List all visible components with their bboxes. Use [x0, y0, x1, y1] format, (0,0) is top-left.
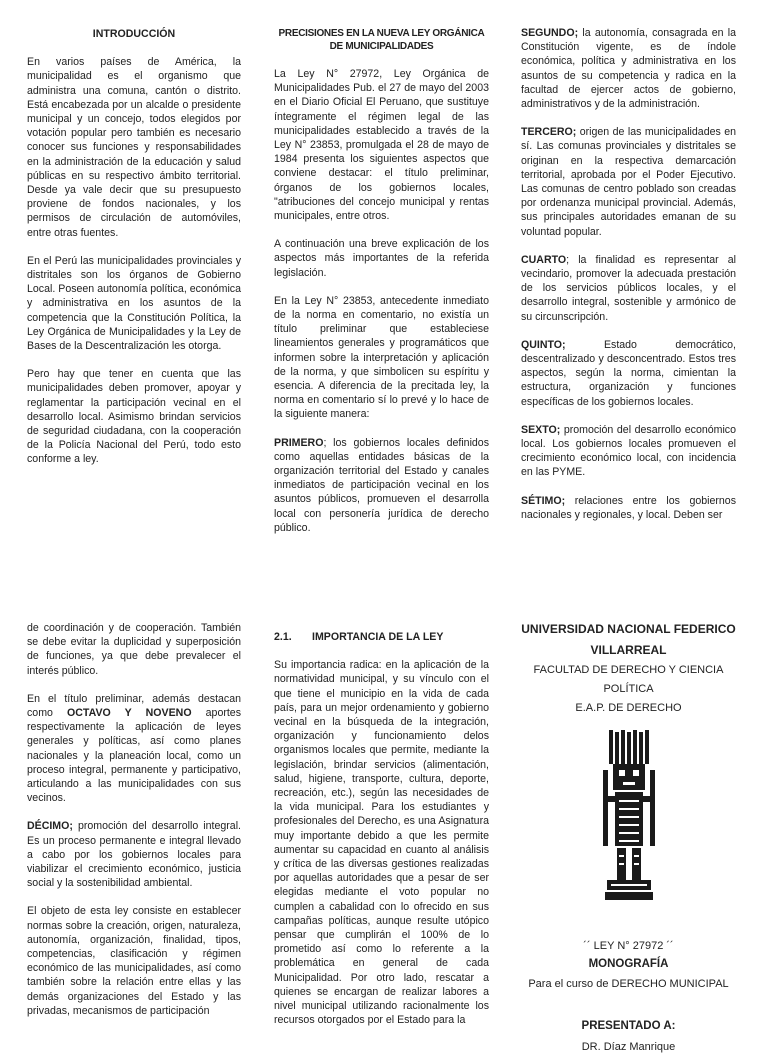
- importance-column: [274, 630, 489, 1027]
- cover-panel: [521, 619, 736, 1053]
- segundo-label: SEGUNDO;: [521, 27, 579, 39]
- sexto-text: promoción del desarrollo económico local. Los gobiernos locales promueven el crecimiento económico local, con incidencia en las PYME.: [521, 423, 736, 479]
- octavo-noveno-paragraph: [27, 692, 241, 806]
- principles-column: [521, 26, 736, 548]
- objeto-paragraph: El objeto de esta ley consiste en establecer normas sobre la creación, origen, naturaleza, autonomía, organización, finalidad, tipos, competencias, clasificación y régimen económico de las municipalidades, así como también sobre la relación entre ellas y las demás organizaciones del Estado y las privadas, mecanismos de participación: [27, 905, 241, 1017]
- tercero-paragraph: [521, 125, 736, 239]
- introduction-heading: INTRODUCCIÓN: [92, 28, 176, 40]
- section-heading: [274, 630, 489, 644]
- presented-to-label: PRESENTADO A:: [581, 1020, 676, 1032]
- continuation-column: [27, 621, 241, 1024]
- decimo-paragraph: [27, 819, 241, 890]
- faculty-name: FACULTAD DE DERECHO Y CIENCIA POLÍTICA: [533, 664, 724, 695]
- quinto-text: Estado democrático, descentralizado y desconcentrado. Estos tres aspectos, según la norma, cimientan la estructura, organización y funciones específicas de los gobiernos locales.: [521, 338, 736, 408]
- course-name: Para el curso de DERECHO MUNICIPAL: [528, 978, 729, 990]
- primero-label: PRIMERO: [274, 436, 324, 449]
- intro-paragraph-2: En el Perú las municipalidades provinciales y distritales son los órganos de Gobierno Local. Poseen autonomía política, económica y administrativa en los asuntos de la competencia que la Constitución Política, la Ley Orgánica de Municipalidades y la Ley de Bases de la Descentralización les otorga.: [27, 254, 241, 353]
- precisions-column: [274, 27, 489, 534]
- section-title: IMPORTANCIA DE LA LEY: [312, 631, 444, 643]
- segundo-paragraph: [521, 26, 736, 111]
- segundo-text: la autonomía, consagrada en la Constitución vigente, es de índole económica, política y administrativa en los asuntos de su competencia y radica en la facultad de ejercer actos de gobierno, administrativos y de la administración.: [521, 27, 736, 111]
- inca-deity-emblem-icon: [603, 730, 655, 902]
- law-number: ´´ LEY N° 27972 ´´: [583, 940, 674, 952]
- setimo-text: relaciones entre los gobiernos nacionales y regionales, y local. Deben ser: [521, 494, 736, 521]
- quinto-paragraph: [521, 338, 736, 409]
- octavo-noveno-text: aportes respectivamente la aplicación de leyes generales y políticas, así como planes nacionales y la planeación local, como un proceso integral, permanente y participativo, articulando a las municipalidades con sus vecinos.: [27, 707, 241, 805]
- university-name: UNIVERSIDAD NACIONAL FEDERICO VILLARREAL: [521, 622, 736, 657]
- octavo-noveno-label: OCTAVO Y NOVENO: [67, 707, 192, 720]
- setimo-label: SÉTIMO;: [521, 494, 566, 507]
- primero-text: ; los gobiernos locales definidos como aquellas entidades básicas de la organización territorial del Estado y canales inmediatos de participación vecinal en los asuntos públicos, promueven el desarrolla local con personería jurídica de derecho público.: [274, 436, 489, 534]
- school-name: E.A.P. DE DERECHO: [575, 702, 682, 714]
- precisions-heading: PRECISIONES EN LA NUEVA LEY ORGÁNICA DE MUNICIPALIDADES: [278, 28, 485, 52]
- professor-name: DR. Díaz Manrique: [581, 1041, 676, 1053]
- decimo-label: DÉCIMO;: [27, 820, 73, 833]
- precisions-paragraph-3: En la Ley N° 23853, antecedente inmediato de la norma en comentario, no existía un título preliminar que estableciese lineamientos generales y programáticos que informen sobre la interpretación y aplicación de la norma, y que simbolicen su espíritu y esencia. A diferencia de la precitada ley, la norma en comentario sí lo prevé y lo hace de la siguiente manera:: [274, 294, 489, 421]
- octavo-noveno-intro: En el título preliminar, además destacan como: [27, 692, 241, 720]
- tercero-label: TERCERO;: [521, 126, 577, 139]
- section-number: 2.1.: [274, 631, 292, 643]
- quinto-label: QUINTO;: [521, 338, 566, 351]
- cuarto-text: ; la finalidad es representar al vecindario, promover la adecuada prestación de los servicios públicos locales, y el desarrollo integral, sostenible y armónico de su circunscripción.: [521, 253, 736, 323]
- precisions-paragraph-2: A continuación una breve explicación de los aspectos más importantes de la referida legislación.: [274, 238, 489, 279]
- document-type: MONOGRAFÍA: [588, 958, 669, 970]
- continuation-paragraph-1: de coordinación y de cooperación. También se debe evitar la duplicidad y superposición de funciones, ya que debe prevalecer el interés público.: [27, 622, 241, 677]
- tercero-text: origen de las municipalidades en sí. Las comunas provinciales y distritales se originan en la respectiva demarcación territorial, aprobada por el Poder Ejecutivo. Las comunas de centro poblado son creadas por ordenanza municipal provincial. Además, sus principales autoridades emanan de su voluntad popular.: [521, 126, 736, 238]
- sexto-label: SEXTO;: [521, 423, 561, 436]
- intro-paragraph-3: Pero hay que tener en cuenta que las municipalidades deben promover, apoyar y reglamentar la participación vecinal en el desarrollo local. Asimismo brindan servicios de seguridad ciudadana, con la cooperación de la Policía Nacional del Perú, todo esto conforme a ley.: [27, 368, 241, 466]
- precisions-paragraph-1: La Ley N° 27972, Ley Orgánica de Municipalidades Pub. el 27 de mayo del 2003 en el Diario Oficial El Peruano, que sustituye íntegramente el régimen legal de las municipalidades establecido a través de la Ley N° 23853, promulgada el 28 de mayo de 1984 presenta los siguientes aspectos que conviene destacar: el título preliminar, órganos de los gobiernos locales, "atribuciones del concejo municipal y rentas municipales, entre otros.: [274, 68, 489, 223]
- setimo-paragraph: [521, 494, 736, 522]
- intro-paragraph-1: En varios países de América, la municipalidad es el organismo que administra una comuna, cantón o distrito. Está encabezada por un alcalde o presidente municipal y un concejo, todos elegidos por votación popular pero también es necesario conocer sus funciones y responsabilidades en la administración de la educación y salud públicas en su respectivo ámbito territorial. Desde ya vale decir que su presupuesto proviene de fondos nacionales, y los permisos de circulación de automóviles, entre otras fuentes.: [27, 56, 241, 239]
- decimo-text: promoción del desarrollo integral. Es un proceso permanente e integral llevado a cabo por los gobiernos locales para viabilizar el crecimiento económico, justicia social y la sostenibilidad ambiental.: [27, 820, 241, 890]
- importance-paragraph: Su importancia radica: en la aplicación de la normatividad municipal, y su vínculo con el que tiene el municipio en la vida de cada país, para un mejor ordenamiento y gobierno vecinal en la búsqueda de la integración, organización y funcionamiento delos organismos locales que permite, mediante la legislación, brindar servicios (alimentación, salud, higiene, transporte, cultura, deporte, recreación, etc.), según las necesidades de la vida municipal. Para los estudiantes y profesionales del Derecho, es una Asignatura muy importante debido a que les permite aumentar su capacidad en cuanto al análisis y crítica de las diversas gestiones realizadas por aquellas autoridades que a pesar de ser elegidas mediante el voto popular no cumplen a cabalidad con lo ofrecido en sus campañas políticas, aunque resulte utópico pensar que cumplirán el 100% de lo prometido así como lo referente a la problemática en general de cada Municipalidad. Por otro lado, rescatar a quienes se encargan de realizar labores a nivel municipal utilizando racionalmente los recursos otorgados por el Estado para la: [274, 659, 489, 1027]
- cuarto-paragraph: [521, 253, 736, 324]
- primero-paragraph: [274, 436, 489, 535]
- cuarto-label: CUARTO: [521, 253, 567, 266]
- introduction-column: [27, 27, 241, 487]
- sexto-paragraph: [521, 423, 736, 480]
